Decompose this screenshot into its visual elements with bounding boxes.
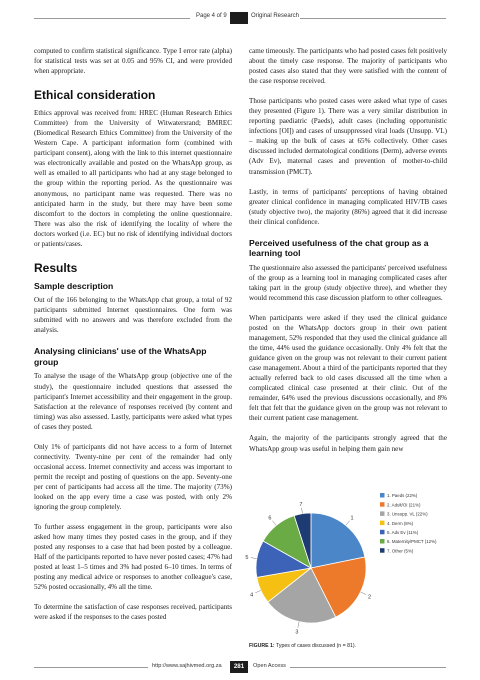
ethics-heading: Ethical consideration: [34, 88, 156, 103]
slice-number-label: 1: [350, 515, 354, 522]
slice-leader-line: [272, 521, 276, 526]
paragraph: Only 1% of participants did not have access to a form of Internet connectivity. Twenty-nine per cent of the remainder had only occasional access. Internet connectivity and access was important to permit the receipt and posting of questions on the app. Seventy-one per cent of participants had access all the time. The majority (73%) looked on the app every time a case was posted, with only 2% ignoring the group completely.: [34, 442, 232, 512]
usage-heading: Analysing clinicians' use of the WhatsApp group: [34, 346, 207, 367]
figure-caption: [249, 643, 356, 649]
footer-open-access: Open Access: [253, 663, 286, 669]
paragraph: computed to confirm statistical significance. Type I error rate (alpha) for statistical tests was set at 0.05 and 95% CI, and were provided when appropriate.: [34, 47, 232, 76]
slice-leader-line: [346, 521, 350, 526]
pie-chart: [245, 488, 447, 643]
slice-number-label: 7: [299, 501, 303, 508]
slice-leader-line: [361, 592, 366, 595]
footer-rule-right: [290, 667, 446, 668]
slice-leader-line: [251, 558, 257, 559]
legend-swatch: [380, 521, 385, 526]
legend-swatch: [380, 493, 385, 498]
paragraph: To further assess engagement in the group, participants were also asked how many times they posted cases in the group, and if they posted any responses to a case that had been posted by a colleague. Half of the participants reported to have never posted cases; 47% had posted at least 1–5 times and 3% had posted 6–10 times. In terms of posting any medical advice or responses to another colleague's case, 52% posted occasionally, 4% all the time.: [34, 523, 232, 592]
legend-label: 6. Maternity/PMCT (12%): [387, 539, 437, 545]
header-marker-box: [230, 12, 248, 24]
slice-leader-line: [298, 622, 299, 628]
paragraph: When participants were asked if they used the clinical guidance posted on the WhatsApp doctors group in their own patient management, 52% responded that they used the clinical guidance all the time, 44% used the guidance occasionally. Only 4% felt that the guidance given on the group was not relevant to their current patient case management. About a third of the participants reported that they actually referred back to old cases discussed all the time when a complicated clinical case presented at their clinic. Out of the remainder, 64% used the previous discussions occasionally, and 8% felt that felt that the guidance given on the group was not relevant to their current patient case management.: [249, 313, 447, 423]
legend-label: 7. Other (5%): [387, 548, 414, 554]
legend-swatch: [380, 502, 385, 507]
figure-caption-text: Types of cases discussed (n = 81).: [276, 643, 357, 649]
legend-swatch: [380, 548, 385, 553]
legend-swatch: [380, 539, 385, 544]
paragraph: Lastly, in terms of participants' perceptions of having obtained greater clinical confidence in managing complicated HIV/TB cases (study objective two), the majority (86%) agreed that it did increase their clinical confidence.: [249, 187, 447, 226]
paragraph: To determine the satisfaction of case responses received, participants were asked if the responses to the cases posted: [34, 603, 232, 622]
paragraph: came timeously. The participants who had posted cases felt positively about the timely case response. The majority of participants who posted cases also stated that they were satisfied with the content of the case response received.: [249, 47, 447, 86]
slice-leader-line: [255, 590, 260, 592]
header-page-label: Page 4 of 9: [196, 13, 227, 19]
paragraph: Those participants who posted cases were asked what type of cases they presented (Figure 1). There was a very similar distribution in reporting paediatric (Paeds), adult cases (including opportunistic infections [OI]) and cases of unsuppressed viral loads (Unsupp. VL) – making up the bulk of cases at 65% collectively. Other cases discussed included dermatological conditions (Derm), adverse events (Adv Ev), maternal cases and prevention of mother-to-child transmission (PMCT).: [249, 97, 447, 176]
sample-heading: Sample description: [34, 280, 114, 291]
left-column: [34, 46, 232, 623]
legend-swatch: [380, 511, 385, 516]
paragraph: Ethics approval was received from: HREC (Human Research Ethics Committee) from the University of Witwatersrand; BMREC (Biomedical Research Ethics Committee) from the University of the Western Cape. A participant information form (combined with participant consent), along with the link to this internet questionnaire was electronically available and posted on the WhatsApp group, as well as emailed to all participants who had at any stage belonged to the group within the reporting period. As the questionnaire was anonymous, no participant name was requested. There was no anticipated harm in the study, but there may have been some discomfort to the doctors in completing the online questionnaire. There was also the risk of identifying the locality of where the doctors worked (i.e. EC) but no risk of identifying individual doctors or patients/cases.: [34, 109, 232, 248]
results-heading: Results: [34, 260, 78, 275]
header-rule-right: [300, 18, 446, 19]
slice-number-label: 3: [295, 629, 299, 636]
slice-number-label: 6: [268, 515, 272, 522]
paragraph: Again, the majority of the participants strongly agreed that the WhatsApp group was useful in helping them gain new: [249, 434, 447, 453]
header-section-label: Original Research: [251, 13, 300, 19]
slice-number-label: 5: [245, 554, 249, 561]
figure-1-chart: [245, 488, 447, 643]
right-column: [249, 46, 447, 454]
slice-number-label: 2: [367, 594, 372, 601]
page-footer: [0, 660, 480, 674]
paragraph: Out of the 166 belonging to the WhatsApp chat group, a total of 92 participants submitted Internet questionnaires. One form was submitted with no answers and was therefore excluded from the analysis.: [34, 296, 232, 335]
slice-number-label: 4: [250, 592, 254, 599]
figure-caption-label: FIGURE 1:: [249, 643, 275, 649]
footer-rule-left: [34, 667, 148, 668]
legend-label: 3. Unsupp. VL (22%): [387, 511, 428, 517]
paragraph: To analyse the usage of the WhatsApp group (objective one of the study), the questionnaire included questions that assessed the participant's Internet accessibility and their engagement in the group. Satisfaction at the relevance of responses received (by content and timing) was also assessed. Lastly, participants were asked what types of cases they posted.: [34, 372, 232, 431]
paragraph: The questionnaire also assessed the participants' perceived usefulness of the group as a learning tool in managing complicated cases after taking part in the group (study objective three), and whether they would recommend this case discussion platform to other colleagues.: [249, 263, 447, 302]
legend-label: 4. Derm (8%): [387, 520, 414, 526]
legend-swatch: [380, 530, 385, 535]
legend-label: 5. Adv Ev (11%): [387, 530, 419, 535]
legend-label: 1. Paeds (22%): [387, 493, 418, 499]
header-rule-left: [34, 18, 190, 19]
perceived-heading: Perceived usefulness of the chat group as a learning tool: [249, 237, 429, 259]
running-header: [0, 12, 480, 26]
footer-url[interactable]: http://www.sajhivmed.org.za: [152, 663, 222, 669]
footer-page-number: 281: [230, 661, 248, 673]
slice-leader-line: [302, 508, 303, 514]
legend-label: 2. Adult/OI (21%): [387, 502, 421, 508]
